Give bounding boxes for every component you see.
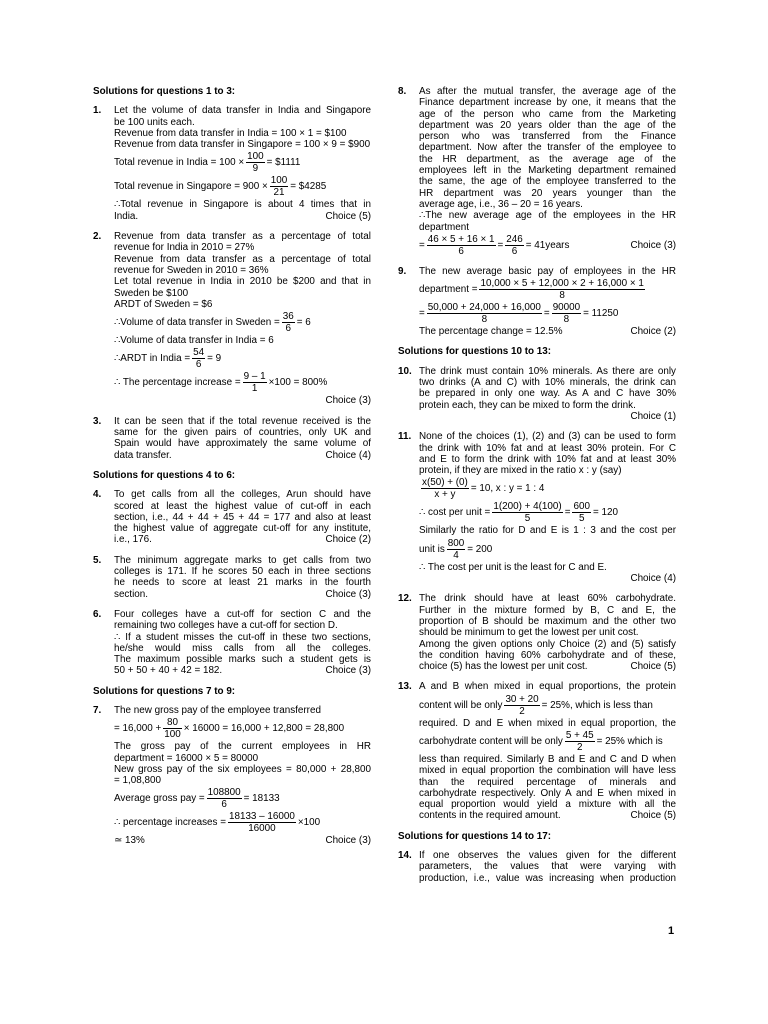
section-heading: Solutions for questions 4 to 6: [93,469,236,481]
text-line: proportion of B should be maximum and the other two [419,615,676,627]
text-line: Finance department increase by one, it means that the [419,97,676,109]
text-line: Further in the mixture formed by B, C and E, the [419,604,676,616]
text-line: age of the person who came from the Marketing [419,108,676,120]
fraction [479,278,644,301]
denominator: 2 [504,705,539,717]
fraction [504,694,539,717]
question-number: 13. [398,681,412,693]
answer-choice: Choice (2) [630,326,676,338]
numerator: 54 [193,347,205,359]
text-line: two drinks (A and C) with 10% minerals, the drink can [419,377,676,389]
text-line: ∴Total revenue in Singapore is about 4 times that in [114,199,371,211]
equation-text: = [419,239,425,251]
question-number: 10. [398,365,412,377]
text-line: than the required percentage of minerals and [419,776,676,788]
text-line: New gross pay of the six employees = 80,000 + 28,800 [114,763,371,775]
fraction [421,477,469,500]
text-line: The new average basic pay of employees in the HR [419,265,676,277]
question-number: 12. [398,593,412,605]
equation-text: carbohydrate content will be only [419,735,563,747]
numerator: 5 + 45 [565,729,594,741]
equation-text: ∴ARDT in India = [114,353,191,365]
fraction [572,501,590,524]
text-line: choice (5) has the lowest per unit cost. [419,661,588,673]
equation [419,694,676,717]
text-line: Let total revenue in India in 2010 be $200 and that in [114,276,371,288]
solution-12 [398,593,676,672]
equation-text: = 18133 [243,793,280,805]
equation [114,151,371,174]
text-line: be prepared in only one way. As A and C have 30% [419,388,676,400]
equation-text: Total revenue in India = 100 × [114,157,245,169]
equation-text: = 10, x : y = 1 : 4 [470,483,545,495]
denominator: 8 [552,313,581,325]
text-line: = 1,08,800 [114,775,161,787]
solution-9 [398,266,676,338]
text-line: he/she would miss calls from all the colleges. [114,642,371,654]
text-line: As after the mutual transfer, the average age of the [419,86,676,97]
text-line: The gross pay of the current employees in HR [114,741,371,753]
equation-text: = $4285 [290,181,327,193]
text-line: Similarly the ratio for D and E is 1 : 3 and the cost per [419,525,676,537]
question-number: 6. [93,608,102,620]
equation [114,311,371,334]
numerator: 246 [506,233,523,245]
text-line: Revenue from data transfer as a percentage of total [114,231,371,243]
fraction [282,311,295,334]
denominator: 9 [246,162,264,174]
question-number: 2. [93,231,102,243]
numerator: 108800 [207,787,241,799]
numerator: 90000 [552,302,581,314]
text-line: revenue for India in 2010 = 27% [114,242,255,254]
text-line: ≃ 13% [114,835,145,847]
text-line: average age, i.e., 36 – 20 = 16 years. [419,198,583,210]
equation-text: = 25%, which is less than [541,699,653,711]
equation [114,347,371,370]
equation-text: = [543,308,550,319]
text-line: revenue for Sweden in 2010 = 36% [114,264,269,276]
fraction [492,501,562,524]
denominator: 6 [505,245,523,257]
equation [419,730,676,753]
text-line: colleges is 171. If he scores 50 each in three sections [114,566,371,578]
answer-choice: Choice (5) [630,661,676,673]
answer-choice: Choice (3) [325,665,371,677]
text-line: The new gross pay of the employee transferred [114,704,321,716]
denominator: 5 [492,512,562,524]
question-number: 11. [398,431,412,443]
equation-text: = 6 [296,317,311,328]
text-line: department = 16000 × 5 = 80000 [114,752,259,764]
text-line: the highest value of aggregate cut-off for any institute, [114,523,371,535]
numerator: x(50) + (0) [422,477,468,489]
text-line: department [419,221,469,233]
equation [114,787,371,810]
equation-text: = 16,000 + [114,723,162,735]
text-line: same for the given pairs of countries, only UK and [114,427,371,439]
equation [419,501,676,524]
question-number: 7. [93,704,102,716]
equation-text: unit is [419,543,445,555]
equation-text: ×100 = 800% [268,377,328,389]
text-line: ∴The new average age of the employees in the HR [419,210,676,222]
numerator: 50,000 + 24,000 + 16,000 [427,302,541,314]
question-number: 14. [398,850,412,862]
equation-text: = [419,308,425,319]
text-line: and E to form the drink with 10% fat and at least 30% [419,453,676,465]
fraction [246,151,264,174]
equation-text: = 200 [467,543,493,555]
text-line: Revenue from data transfer in India = 100 × 1 = $100 [114,127,347,139]
denominator: 6 [207,798,242,810]
text-line: India. [114,210,139,222]
text-line: None of the choices (1), (2) and (3) can be used to form [419,431,676,443]
text-line: The drink must contain 10% minerals. As there are only [419,365,676,377]
left-column [93,86,371,856]
text-line: It can be seen that if the total revenue received is the [114,415,371,427]
fraction [427,234,496,257]
question-number: 1. [93,105,102,117]
text-line: department was 20 years older than the age of the [419,119,676,131]
text-line: section, i.e., 44 + 44 + 45 + 44 = 177 and also at least [114,511,371,523]
text-line: he needs to score at least 21 marks in the fourth [114,577,371,589]
fraction [192,347,205,370]
text-line: ∴Volume of data transfer in India = 6 [114,335,274,347]
text-line: equal proportion would yield a mixture with all the [419,799,676,811]
text-line: Let the volume of data transfer in India and Singapore [114,105,371,117]
text-line: contents in the required amount. [419,810,561,822]
denominator: 6 [427,245,496,257]
page-number: 1 [668,925,675,937]
solution-1 [93,105,371,222]
text-line: Revenue from data transfer in Singapore = 100 × 9 = $900 [114,139,371,151]
text-line: mixed in equal proportion the combination will have less [419,765,676,777]
fraction [270,175,288,198]
denominator: 6 [192,358,205,370]
equation-text: Average gross pay = [114,793,205,805]
text-line: The maximum possible marks such a student gets is [114,654,371,666]
text-line: the condition having 60% carbohydrate and of these, [419,649,676,661]
denominator: 100 [164,729,181,741]
text-line: production, i.e., value was increasing when production [419,872,676,884]
answer-choice: Choice (1) [630,410,676,422]
equation-text: ∴Volume of data transfer in Sweden = [114,317,280,328]
text-line: the HR department, as the average age of the [419,153,676,165]
numerator: 10,000 × 5 + 12,000 × 2 + 16,000 × 1 [480,278,644,290]
equation-text: = 120 [592,507,618,519]
question-number: 5. [93,554,102,566]
denominator: 21 [270,186,288,198]
text-line: ∴ The cost per unit is the least for C and E. [419,561,607,573]
text-line: data transfer. [114,449,172,461]
denominator: x + y [421,488,469,500]
fraction [447,538,465,561]
denominator: 8 [479,289,644,301]
equation-text: × 16000 = 16,000 + 12,800 = 28,800 [183,723,345,735]
text-line: employees left in the Marketing department remained [419,165,676,177]
solution-3 [93,416,371,461]
denominator: 16000 [228,822,296,834]
text-line: department. Now after the transfer of the employee to [419,142,676,154]
solution-11 [398,431,676,584]
equation [419,538,676,561]
numerator: 30 + 20 [505,693,539,705]
equation [419,302,676,325]
text-line: be 100 units each. [114,116,195,128]
text-line: If one observes the values given for the different [419,850,676,862]
numerator: 100 [247,151,264,163]
text-line: Among the given options only Choice (2) and (5) satisfy [419,638,676,650]
answer-choice: Choice (5) [630,810,676,822]
fraction [228,811,296,834]
section-heading: Solutions for questions 1 to 3: [93,86,236,97]
solution-14 [398,850,676,884]
text-line: i.e., 176. [114,534,152,546]
section-heading: Solutions for questions 14 to 17: [398,830,552,842]
solution-13 [398,681,676,821]
answer-choice: Choice (2) [325,534,371,546]
equation [114,371,371,394]
question-number: 9. [398,265,407,277]
text-line: Revenue from data transfer as a percentage of total [114,253,371,265]
numerator: 46 × 5 + 16 × 1 [427,233,495,245]
equation [114,175,371,198]
solution-6 [93,609,371,677]
solution-10 [398,366,676,422]
equation-text: = 41years [525,239,570,251]
equation-text: = 25% which is [596,735,663,747]
text-line: scored at least the highest value of cut-off in each [114,500,371,512]
fraction [243,371,267,394]
numerator: 9 – 1 [243,371,266,383]
fraction [505,234,523,257]
denominator: 5 [572,512,590,524]
numerator: 1(200) + 4(100) [493,501,562,513]
text-line: protein each, they can be mixed to form the drink. [419,399,636,411]
text-line: 50 + 50 + 40 + 42 = 182. [114,665,223,677]
denominator: 8 [427,313,542,325]
text-line: should be minimum to get the lowest per unit cost. [419,627,639,639]
solution-8 [398,86,676,257]
equation-text: content will be only [419,699,503,711]
text-line: parameters, the values that were varying with [419,861,676,873]
solution-5 [93,555,371,600]
fraction [427,302,542,325]
right-column [398,86,676,893]
equation-text: = 11250 [583,308,619,319]
equation [114,811,371,834]
equation-text: ∴ The percentage increase = [114,377,241,389]
answer-choice: Choice (4) [630,573,676,585]
text-line: person who was transferred from the Finance [419,131,676,143]
numerator: 800 [447,537,465,549]
answer-choice: Choice (4) [325,449,371,461]
text-line: required. D and E when mixed in equal proportion, the [419,717,676,729]
text-line: the drink with 10% fat and at least 30% protein. For C [419,442,676,454]
text-line: Sweden be $100 [114,287,189,299]
answer-choice: Choice (3) [325,588,371,600]
text-line: remaining two colleges have a cut-off for section D. [114,620,338,632]
text-line: A and B when mixed in equal proportions, the protein [419,681,676,693]
text-line: Four colleges have a cut-off for section C and the [114,608,371,620]
numerator: 36 [282,311,294,323]
text-line: HR department was 20 years younger than the [419,187,676,199]
numerator: 80 [166,717,178,729]
text-line: protein, if they are mixed in the ratio x : y (say) [419,465,622,477]
text-line: To get calls from all the colleges, Arun should have [114,489,371,501]
equation [419,234,676,257]
solution-4 [93,489,371,545]
equation-text: = $1111 [266,157,301,169]
text-line: less than required. Similarly B and E and C and D when [419,753,676,765]
text-line: The percentage change = 12.5% [419,326,563,338]
numerator: 600 [573,501,590,513]
fraction [163,717,181,740]
text-line: The drink should have at least 60% carbohydrate. [419,593,676,605]
equation-text: ∴ cost per unit = [419,507,491,519]
numerator: 18133 – 16000 [228,811,295,823]
question-number: 3. [93,415,102,427]
text-line: ∴ If a student misses the cut-off in these two sections, [114,631,371,643]
section-heading: Solutions for questions 7 to 9: [93,685,236,697]
equation-text: ×100 [297,817,321,829]
solution-2 [93,231,371,407]
equation-text: = [564,507,571,519]
fraction [565,730,595,753]
solution-7 [93,705,371,847]
text-line: The minimum aggregate marks to get calls from two [114,554,371,566]
denominator: 2 [565,741,595,753]
equation-text: = 9 [207,353,222,365]
text-line: ARDT of Sweden = $6 [114,298,213,310]
text-line: Spain would have approximately the same volume of [114,438,371,450]
fraction [552,302,581,325]
text-line: section. [114,588,149,600]
numerator: 100 [270,175,288,187]
equation-text: Total revenue in Singapore = 900 × [114,181,268,193]
denominator: 1 [243,382,267,394]
answer-choice: Choice (5) [325,210,371,222]
equation [114,717,371,740]
question-number: 4. [93,489,102,501]
equation-text: ∴ percentage increases = [114,817,226,829]
denominator: 6 [282,322,295,334]
equation-text: department = [419,284,478,295]
text-line: the same, the age of the employee transferred to the [419,176,676,188]
text-line: carbohydrate respectively. Only A and E when mixed in [419,787,676,799]
answer-choice: Choice (3) [325,835,371,847]
section-heading: Solutions for questions 10 to 13: [398,346,552,358]
question-number: 8. [398,86,407,97]
equation [419,278,676,301]
denominator: 4 [447,549,465,561]
answer-choice: Choice (3) [630,239,676,251]
fraction [207,787,242,810]
equation [419,477,676,500]
equation-text: = [497,239,504,251]
answer-choice: Choice (3) [325,395,371,407]
